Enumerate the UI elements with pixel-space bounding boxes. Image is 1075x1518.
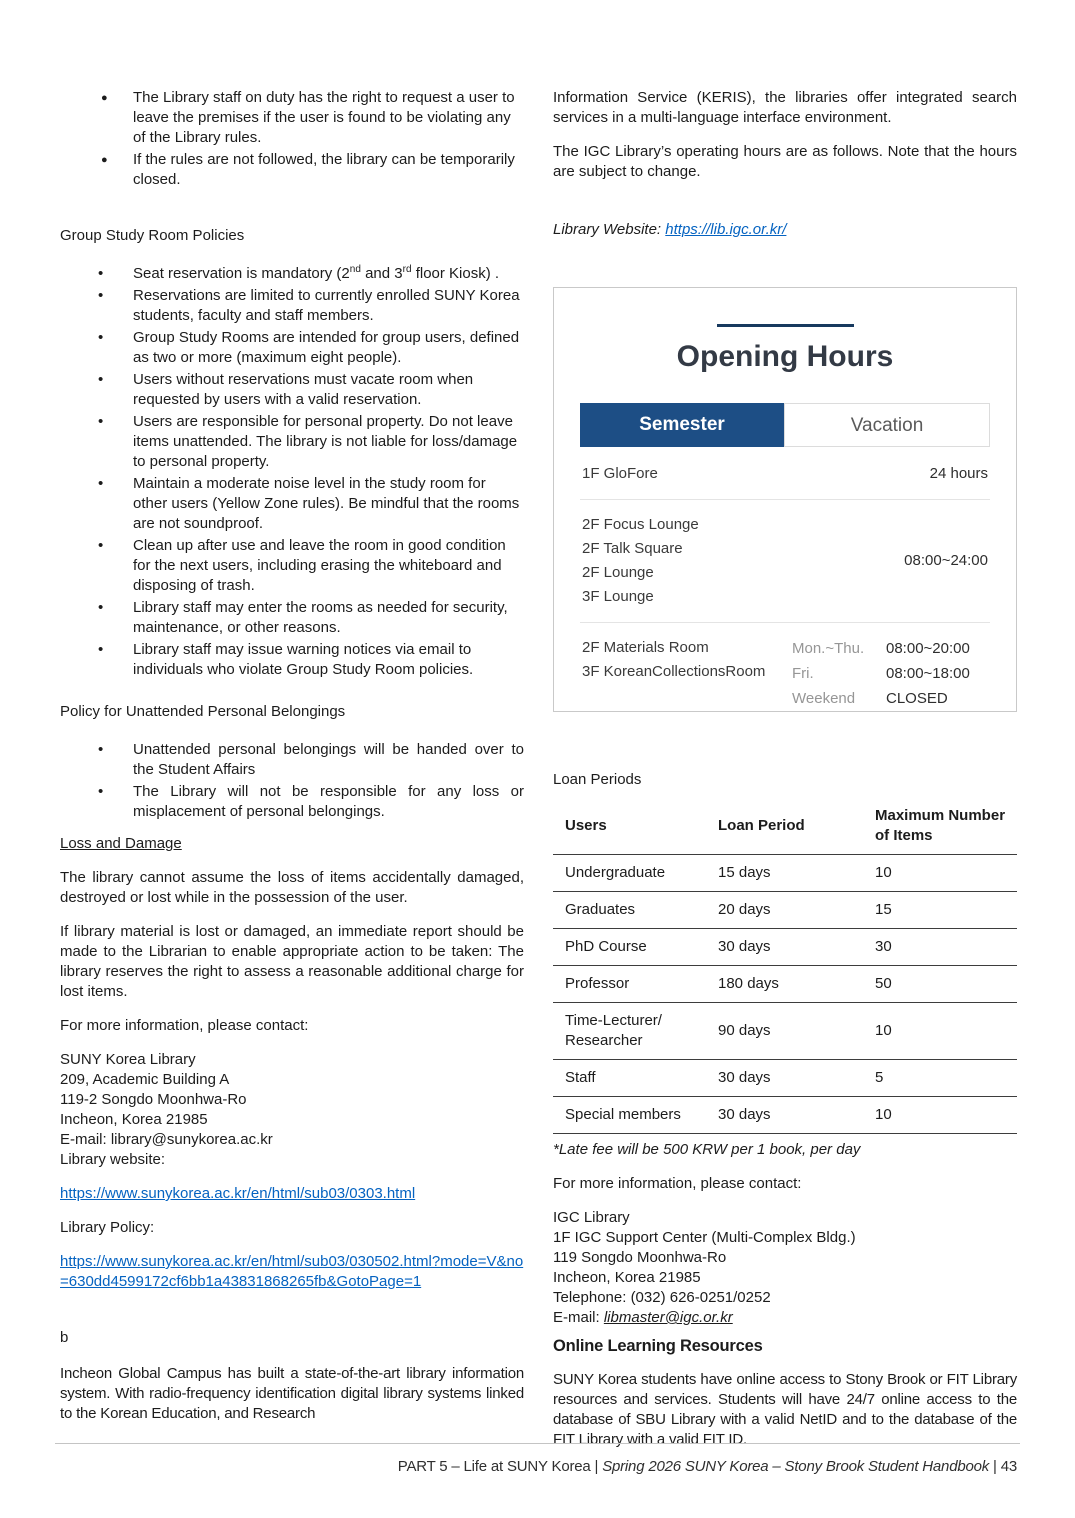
group-study-list [60,264,524,680]
list-item-text: Library staff may enter the rooms as needed for security, maintenance, or other reasons. [133,599,508,636]
footer-handbook-title: Spring 2026 SUNY Korea – Stony Brook Student Handbook [602,1458,990,1475]
bullet-icon: • [98,371,104,388]
loss-damage-paragraph-1: The library cannot assume the loss of items accidentally damaged, destroyed or lost while in the possession of the user. [60,869,524,906]
table-header: Users [565,817,607,834]
table-cell: 10 [875,1097,1017,1134]
list-item-text: Users without reservations must vacate room when requested by users with a valid reservation. [133,371,474,408]
operating-hours-paragraph: The IGC Library’s operating hours are as follows. Note that the hours are subject to change. [553,143,1017,180]
list-item [60,740,524,780]
list-item [60,474,524,534]
list-item [60,782,524,822]
bullet-icon: • [98,599,104,616]
late-fee-footnote: *Late fee will be 500 KRW per 1 book, per day [553,1141,861,1158]
keris-paragraph: Information Service (KERIS), the libraries offer integrated search services in a multi-language interface environment. [553,89,1017,126]
table-cell: 15 days [718,855,875,892]
contact-line: 119-2 Songdo Moonhwa-Ro [60,1091,247,1108]
table-row [553,929,1017,966]
sub-heading-b: b [60,1329,69,1346]
group-study-heading: Group Study Room Policies [60,227,245,244]
room-hours: 08:00~24:00 [904,552,988,569]
list-item-text: Reservations are limited to currently enrolled SUNY Korea students, faculty and staff members. [133,287,520,324]
list-item [60,88,524,148]
list-item [60,640,524,680]
footer-divider [55,1443,1020,1444]
contact-line: 209, Academic Building A [60,1071,230,1088]
table-cell: Graduates [553,892,718,929]
table-cell: 10 [875,855,1017,892]
title-accent-line [717,324,854,327]
list-item [60,328,524,368]
opening-hours-card [553,287,1017,712]
belongings-heading: Policy for Unattended Personal Belongings [60,703,346,720]
room-name: 2F Talk Square [582,540,683,557]
table-cell: 10 [875,1003,1017,1060]
list-item-text: Group Study Rooms are intended for group users, defined as two or more (maximum eight people). [133,329,520,366]
table-cell: 5 [875,1060,1017,1097]
room-name: 2F Focus Lounge [582,516,699,533]
list-item-text: Seat reservation is mandatory (2nd and 3rd floor Kiosk) . [133,264,500,282]
room-name: 3F Lounge [582,588,654,605]
list-item-text: If the rules are not followed, the library can be temporarily closed. [133,151,515,188]
loss-damage-heading: Loss and Damage [60,835,182,852]
room-hours: CLOSED [886,690,948,707]
bullet-icon: • [98,413,104,430]
list-item [60,412,524,472]
table-cell: 30 days [718,1060,875,1097]
table-header: Loan Period [718,817,805,834]
table-cell: 90 days [718,1003,875,1060]
tab-semester: Semester [580,403,784,447]
page-footer [398,1457,1017,1477]
table-cell: 30 [875,929,1017,966]
bullet-icon: ● [101,154,108,166]
list-item-text: Unattended personal belongings will be handed over to the Student Affairs [133,741,524,778]
contact-address-block [60,1050,524,1170]
library-website-line: Library Website: https://lib.igc.or.kr/ [553,221,787,238]
bullet-icon: • [98,641,104,658]
online-learning-heading: Online Learning Resources [553,1337,763,1355]
bullet-icon: ● [101,92,108,104]
bullet-icon: • [98,537,104,554]
igc-email-link[interactable]: libmaster@igc.or.kr [603,1309,733,1326]
list-item [60,286,524,326]
room-name: 1F GloFore [582,465,658,482]
table-cell: 20 days [718,892,875,929]
room-hours: 08:00~18:00 [886,665,970,682]
contact-line: Incheon, Korea 21985 [60,1111,208,1128]
day-range: Weekend [792,690,856,707]
footer-page-number: | 43 [989,1458,1017,1475]
table-cell: 30 days [718,1097,875,1134]
footer-part-label: PART 5 – Life at SUNY Korea | [397,1458,603,1475]
library-policy-label: Library Policy: [60,1219,155,1236]
loan-periods-heading: Loan Periods [553,771,642,788]
online-learning-paragraph: SUNY Korea students have online access to Stony Brook or FIT Library resources and services. Students will have 24/7 online access to the database of SBU Library with a valid NetID and to the database of the FIT Library with a valid FIT ID. [553,1371,1017,1448]
list-item [60,264,524,284]
list-item [60,598,524,638]
table-header: Maximum Number of Items [875,807,1006,844]
list-item-text: Clean up after use and leave the room in good condition for the next users, including erasing the whiteboard and disposing of trash. [133,537,506,594]
room-hours: 08:00~20:00 [886,640,970,657]
opening-hours-tabs [580,403,990,447]
library-rules-list [60,88,524,190]
contact-line: 119 Songdo Moonhwa-Ro [553,1249,727,1266]
day-range: Mon.~Thu. [792,640,865,657]
table-cell: 180 days [718,966,875,1003]
list-item-text: Library staff may issue warning notices via email to individuals who violate Group Study Room policies. [133,641,474,678]
left-column [60,88,524,1438]
bullet-icon: • [98,741,104,758]
list-item-text: The Library will not be responsible for any loss or misplacement of personal belongings. [133,783,524,820]
table-cell: 30 days [718,929,875,966]
table-cell: Undergraduate [553,855,718,892]
table-row [553,966,1017,1003]
hours-row-lounges [580,500,990,623]
contact-line: Incheon, Korea 21985 [553,1269,701,1286]
contact-intro: For more information, please contact: [553,1175,802,1192]
hours-row-materials [580,623,990,724]
contact-line: IGC Library [553,1209,630,1226]
list-item [60,150,524,190]
list-item-text: Users are responsible for personal property. Do not leave items unattended. The library is not liable for loss/damage to personal property. [133,413,518,470]
list-item [60,370,524,410]
contact-line: Library website: [60,1151,166,1168]
table-cell: PhD Course [553,929,718,966]
contact-email: E-mail: library@sunykorea.ac.kr [60,1131,273,1148]
table-row [553,1060,1017,1097]
table-cell: Professor [553,966,718,1003]
table-cell: Staff [553,1060,718,1097]
table-cell: Time-Lecturer/ Researcher [553,1003,718,1060]
table-cell: 50 [875,966,1017,1003]
table-row [553,1003,1017,1060]
room-name: 2F Materials Room [582,639,709,656]
day-range: Fri. [792,665,814,682]
list-item [60,536,524,596]
list-item-text: Maintain a moderate noise level in the study room for other users (Yellow Zone rules). Be mindful that the rooms are not soundproof. [133,475,520,532]
igc-contact-block [553,1208,1017,1328]
table-row [553,1097,1017,1134]
room-name: 3F KoreanCollectionsRoom [582,663,766,680]
bullet-icon: • [98,265,104,282]
contact-line: SUNY Korea Library [60,1051,196,1068]
loan-periods-table [553,800,1017,1134]
room-name: 2F Lounge [582,564,654,581]
opening-hours-title: Opening Hours [676,340,894,373]
list-item-text: The Library staff on duty has the right to request a user to leave the premises if the user is found to be violating any of the Library rules. [133,89,515,146]
hours-row-glofore [580,449,990,500]
contact-line: 1F IGC Support Center (Multi-Complex Bldg.) [553,1229,856,1246]
table-row [553,892,1017,929]
contact-email-line: E-mail: libmaster@igc.or.kr [553,1309,733,1326]
contact-intro: For more information, please contact: [60,1017,309,1034]
bullet-icon: • [98,475,104,492]
contact-line: Telephone: (032) 626-0251/0252 [553,1289,771,1306]
bullet-icon: • [98,287,104,304]
igc-paragraph: Incheon Global Campus has built a state-of-the-art library information system. With radio-frequency identification digital library systems linked to the Korean Education, and Research [60,1365,524,1422]
table-row [553,855,1017,892]
tab-vacation: Vacation [784,403,990,447]
table-header-row [553,800,1017,855]
room-hours: 24 hours [929,465,988,482]
library-policy-link[interactable]: https://www.sunykorea.ac.kr/en/html/sub03/030502.html?mode=V&no=630dd4599172cf6bb1a43831868265fb&GotoPage=1 [60,1253,524,1290]
igc-library-website-link[interactable]: https://lib.igc.or.kr/ [665,221,787,238]
belongings-list [60,740,524,822]
bullet-icon: • [98,329,104,346]
loss-damage-paragraph-2: If library material is lost or damaged, an immediate report should be made to the Librarian to enable appropriate action to be taken: The library reserves the right to assess a reasonable additional charge for lost items. [60,923,524,1000]
library-website-link[interactable]: https://www.sunykorea.ac.kr/en/html/sub03/0303.html [60,1185,416,1202]
right-column [553,88,1017,1464]
table-cell: 15 [875,892,1017,929]
bullet-icon: • [98,783,104,800]
table-cell: Special members [553,1097,718,1134]
